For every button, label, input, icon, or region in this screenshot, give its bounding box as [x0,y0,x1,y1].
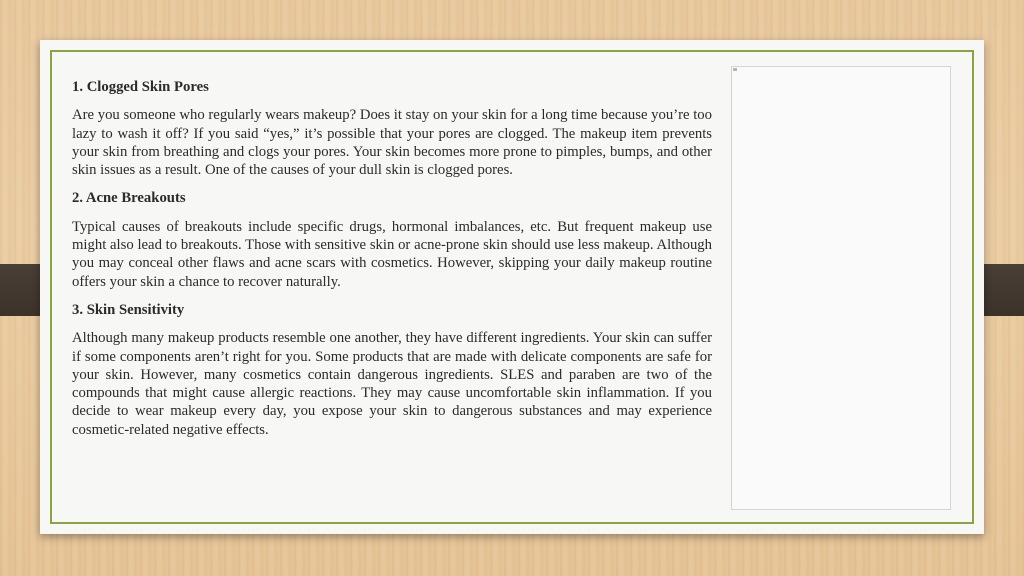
section-body-acne-breakouts: Typical causes of breakouts include specific drugs, hormonal imbalances, etc. But frequent makeup use might also lead to breakouts. Those with sensitive skin or acne-prone skin should use less makeup. Although you may conceal other flaws and acne scars with cosmetics. However, skipping your daily makeup routine offers your skin a chance to recover naturally. [72,218,712,290]
section-heading-clogged-pores: 1. Clogged Skin Pores [72,79,209,95]
section-body-skin-sensitivity: Although many makeup products resemble one another, they have different ingredients. Your skin can suffer if some components aren’t right for you. Some products that are made with delicate components are safe for your skin. However, many cosmetics contain dangerous ingredients. SLES and paraben are two of the compounds that might cause allergic reactions. They may cause uncomfortable skin inflammation. If you decide to wear makeup every day, you expose your skin to dangerous substances and may experience cosmetic-related negative effects. [72,330,712,438]
section-heading-skin-sensitivity: 3. Skin Sensitivity [72,301,185,318]
slide-text-content [72,78,712,449]
slide [40,40,984,534]
broken-image-icon [733,68,737,71]
section-body-clogged-pores: Are you someone who regularly wears makeup? Does it stay on your skin for a long time because you’re too lazy to wash it off? If you said “yes,” it’s possible that your pores are clogged. The makeup item prevents your skin from breathing and clogs your pores. Your skin becomes more prone to pimples, bumps, and other skin issues as a result. One of the causes of your dull skin is clogged pores. [72,107,712,179]
section-heading-acne-breakouts: 2. Acne Breakouts [72,190,186,207]
image-placeholder [731,66,951,510]
